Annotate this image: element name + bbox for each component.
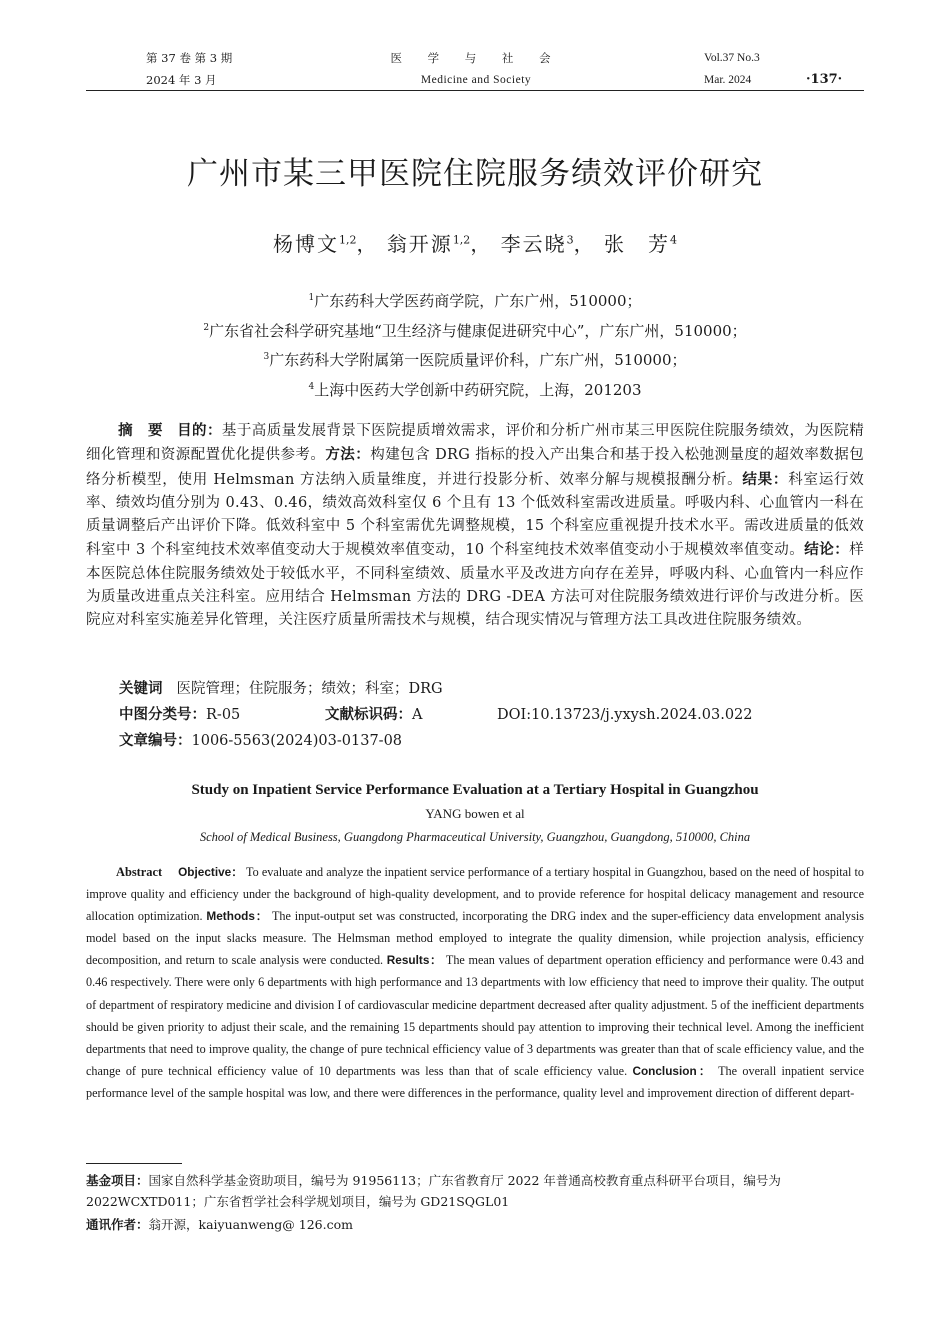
- journal-name-en: Medicine and Society: [420, 74, 532, 86]
- results-en-label: Results：: [386, 953, 443, 968]
- author-affil-sup: 3: [566, 233, 574, 247]
- funding-note: [86, 1170, 864, 1212]
- article-title: 广州市某三甲医院住院服务绩效评价研究: [187, 156, 763, 192]
- affiliation: $^1$广东药科大学医药商学院，广东广州，510000；: [308, 292, 642, 310]
- affiliation: $^3$广东药科大学附属第一医院质量评价科，广东广州，510000；: [263, 351, 687, 369]
- objective-en-label: Objective：: [178, 865, 244, 879]
- english-title: Study on Inpatient Service Performance Evaluation at a Tertiary Hospital in Guangzhou: [191, 782, 759, 798]
- conclusion-text: 样本医院总体住院服务绩效处于较低水平，不同科室绩效、质量水平及改进方向存在差异，呼吸内科、心血管内一科应作为质量改进重点关注科室。应用结合 Helmsman 方法的 DRG -DEA 方法可对住院服务绩效进行评价与改进分析。医院应对科室实施差异化管理，关注医疗质量所需技术与规模，结合现实情况与管理方法工具改进住院服务绩效。: [86, 542, 864, 629]
- keywords: [119, 677, 443, 701]
- running-header: [86, 47, 864, 91]
- abstract-cn: [86, 419, 864, 633]
- methods-label: 方法：: [325, 446, 371, 464]
- funding-label: 基金项目：: [86, 1173, 149, 1188]
- author-list: 杨博文$^{1,2}$， 翁开源$^{1,2}$， 李云晓$^3$， 张 芳$^4$: [272, 232, 678, 256]
- date-en: Mar. 2024: [704, 74, 752, 86]
- corresponding-author: [86, 1214, 864, 1235]
- footnote-rule: [86, 1163, 182, 1164]
- abstract-label: 摘 要: [118, 422, 163, 439]
- author-affil-sup: 1,2: [452, 233, 471, 247]
- results-label: 结果：: [742, 470, 789, 488]
- author-name: 李云晓: [500, 232, 567, 256]
- affiliation: $^2$广东省社会科学研究基地“卫生经济与健康促进研究中心”，广东广州，510000；: [203, 321, 747, 340]
- clc-label: 中图分类号：: [119, 706, 206, 723]
- author-name: 杨博文: [272, 232, 339, 256]
- doi: DOI:10.13723/j.yxysh.2024.03.022: [497, 707, 753, 723]
- author-name: 翁开源: [386, 232, 453, 256]
- affiliation-list: [0, 285, 950, 403]
- objective-text: 基于高质量发展背景下医院提质增效需求，评价和分析广州市某三甲医院住院服务绩效，为医院精细化管理和资源配置优化提供参考。: [86, 423, 864, 464]
- doc-code-value: A: [412, 707, 423, 723]
- results-en-text: The mean values of department operation efficiency and performance were 0.43 and 0.46 respectively. There were only 6 departments with high performance and 13 departments with low efficiency that need to improve their quality. The output of department of respiratory medicine and division I of cardiovascular medicine department decreased after quality adjustment. 5 of the inefficient departments should be given priority to adjust their scale, and the remaining 15 departments should pay attention to improving their technical level. Among the inefficient departments that need to improve quality, the change of pure technical efficiency value of 3 departments was greater than that of scale efficiency value, and the change of pure technical efficiency value of 10 departments was less than that of scale efficiency value.: [86, 953, 864, 1078]
- header-right: [704, 47, 760, 91]
- methods-text: 构建包含 DRG 指标的投入产出集合和基于投入松弛测量度的超效率数据包络分析模型，使用 Helmsman 方法纳入质量维度，并进行投影分析、效率分解与规模报酬分析。: [86, 447, 864, 488]
- doc-code-label: 文献标识码：: [325, 706, 412, 723]
- article-number: [119, 729, 402, 753]
- header-left: [146, 47, 232, 91]
- corresponding-text: 翁开源，kaiyuanweng@ 126.com: [148, 1217, 353, 1232]
- author-affil-sup: 4: [670, 233, 678, 247]
- abstract-en-label: Abstract: [116, 865, 163, 879]
- author-name: 张 芳: [604, 232, 671, 256]
- clc-value: R-05: [206, 707, 241, 723]
- header-rule: [86, 90, 864, 91]
- volume-issue-en: Vol.37 No.3: [704, 52, 760, 64]
- volume-issue-cn: 第 37 卷 第 3 期: [146, 51, 233, 65]
- methods-en-label: Methods：: [206, 909, 269, 924]
- article-no-label: 文章编号：: [119, 732, 192, 749]
- corresponding-label: 通讯作者：: [86, 1217, 149, 1232]
- english-affiliation: School of Medical Business, Guangdong Pharmaceutical University, Guangzhou, Guangdong, 510000, China: [199, 830, 751, 844]
- classification-line: [119, 703, 240, 727]
- objective-label: 目的：: [176, 422, 222, 439]
- results-text: 科室运行效率、绩效均值分别为 0.43、0.46，绩效高效科室仅 6 个且有 13 个低效科室需改进质量。呼吸内科、心血管内一科在质量调整后产出评价下降。低效科室中 5 个科室需优先调整规模，15 个科室应重视提升技术水平。需改进质量的低效科室中 3 个科室纯技术效率值变动大于规模效率值变动，10 个科室纯技术效率值变动小于规模效率值变动。: [86, 471, 865, 559]
- english-author: YANG bowen et al: [425, 806, 525, 821]
- article-no-value: 1006-5563(2024)03-0137-08: [191, 733, 403, 749]
- page-number: ·137·: [806, 72, 843, 87]
- objective-en-text: To evaluate and analyze the inpatient service performance of a tertiary hospital in Guangzhou, based on the need of hospital to improve quality and efficiency under the background of high-quality development, and to provide reference for hospital delicacy management and resource allocation optimization.: [86, 865, 864, 924]
- header-center: [386, 47, 566, 91]
- conclusion-label: 结论：: [804, 541, 850, 559]
- methods-en-text: The input-output set was constructed, incorporating the DRG index and the super-efficiency data envelopment analysis model based on the input slacks measure. The Helmsman method employed to integrate the quality dimension, while projection analysis, efficiency decomposition, and return to scale analysis were conducted.: [86, 909, 864, 968]
- conclusion-en-text: The overall inpatient service performance level of the sample hospital was low, and there were differences in the performance, quality level and improvement direction of different depart-: [86, 1063, 865, 1100]
- date-cn: 2024 年 3 月: [146, 73, 217, 87]
- doc-code: [325, 703, 422, 727]
- keywords-text: 医院管理；住院服务；绩效；科室；DRG: [176, 681, 443, 697]
- conclusion-en-label: Conclusion：: [632, 1063, 714, 1078]
- abstract-en: [86, 861, 864, 1104]
- journal-name-cn: 医 学 与 社 会: [390, 51, 562, 65]
- author-affil-sup: 1,2: [338, 233, 357, 247]
- funding-text: 国家自然科学基金资助项目，编号为 91956113；广东省教育厅 2022 年普通高校教育重点科研平台项目，编号为 2022WCXTD011；广东省哲学社会科学规划项目，编号为 GD21SQGL01: [86, 1173, 781, 1209]
- affiliation: $^4$上海中医药大学创新中药研究院，上海，201203: [308, 380, 642, 399]
- keywords-label: 关键词: [119, 680, 163, 697]
